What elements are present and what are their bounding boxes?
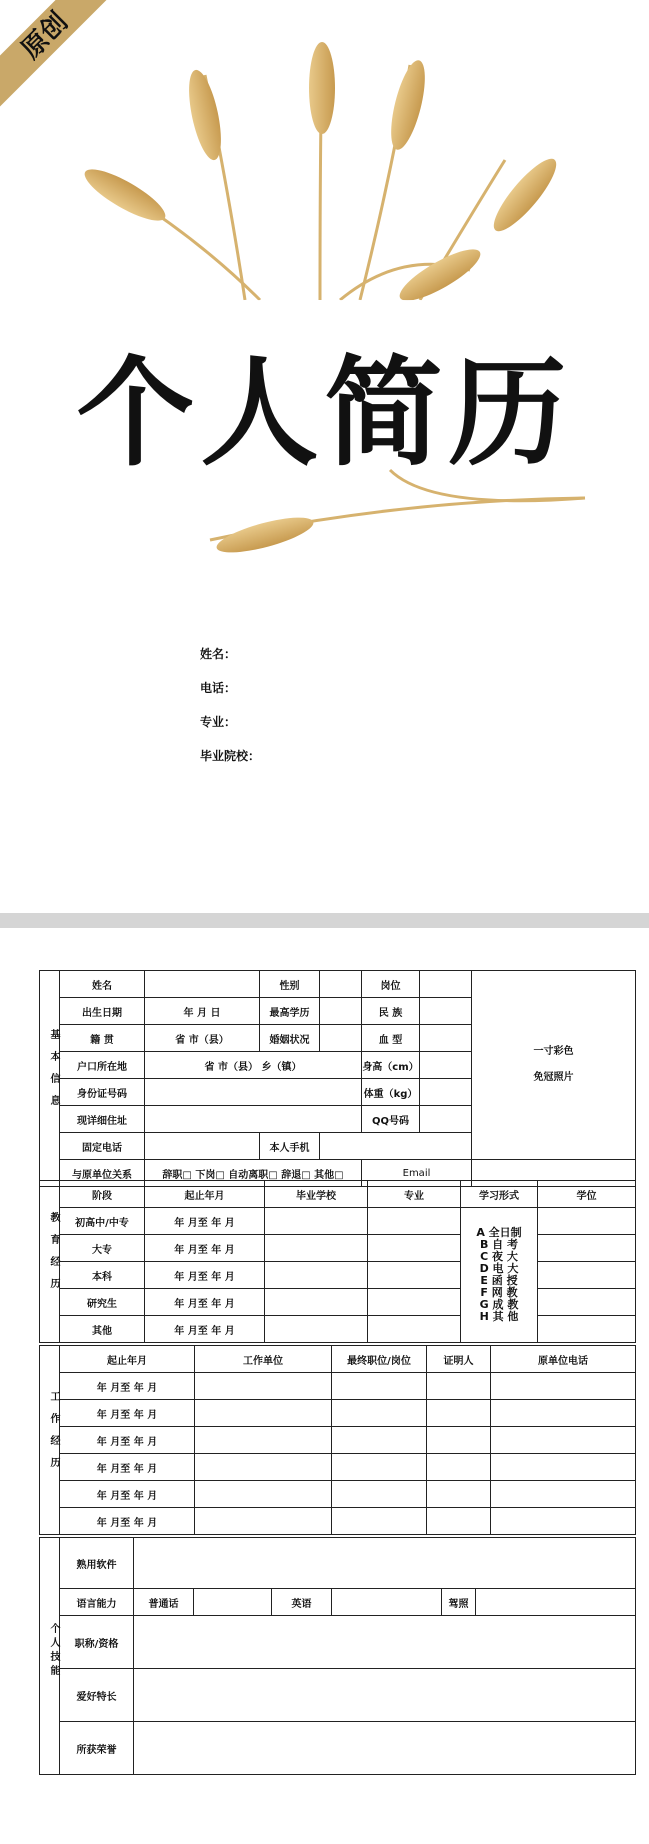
mobile-cell[interactable] — [320, 1133, 472, 1160]
work-row — [40, 1400, 636, 1427]
edu-school-cell[interactable] — [265, 1262, 368, 1289]
edu-header-major: 专业 — [368, 1181, 461, 1208]
post-cell[interactable] — [420, 971, 472, 998]
edu-stage-bachelor: 本科 — [60, 1262, 145, 1289]
work-period[interactable]: 年 月至 年 月 — [60, 1427, 195, 1454]
edu-header-school: 毕业学校 — [265, 1181, 368, 1208]
work-header-company: 工作单位 — [195, 1346, 332, 1373]
marriage-cell[interactable] — [320, 1025, 362, 1052]
edu-stage-other: 其他 — [60, 1316, 145, 1343]
study-form-options: A 全日制 B 自 考 C 夜 大 D 电 大 E 函 授 F 网 教 G 成 教 H 其 他 — [461, 1208, 538, 1343]
edu-degree-cell[interactable] — [538, 1208, 636, 1235]
work-position-cell[interactable] — [332, 1427, 427, 1454]
work-reference-cell[interactable] — [427, 1400, 491, 1427]
mandarin-cell[interactable] — [194, 1589, 272, 1616]
work-company-cell[interactable] — [195, 1427, 332, 1454]
work-company-cell[interactable] — [195, 1454, 332, 1481]
basic-info-table — [39, 970, 636, 1187]
work-row — [40, 1373, 636, 1400]
relation-options[interactable]: 辞职□ 下岗□ 自动离职□ 辞退□ 其他□ — [145, 1160, 362, 1187]
work-company-cell[interactable] — [195, 1481, 332, 1508]
basic-section-label: 基本信息 — [40, 971, 60, 1187]
cover-name-field: 姓名： — [200, 647, 237, 661]
language-label: 语言能力 — [60, 1589, 134, 1616]
idcard-label: 身份证号码 — [60, 1079, 145, 1106]
work-position-cell[interactable] — [332, 1481, 427, 1508]
work-reference-cell[interactable] — [427, 1508, 491, 1535]
mandarin-label: 普通话 — [134, 1589, 194, 1616]
work-company-cell[interactable] — [195, 1400, 332, 1427]
work-period[interactable]: 年 月至 年 月 — [60, 1454, 195, 1481]
work-position-cell[interactable] — [332, 1454, 427, 1481]
name-cell[interactable] — [145, 971, 260, 998]
work-row — [40, 1454, 636, 1481]
skills-table — [39, 1537, 636, 1775]
skills-section-label: 个人技能 — [40, 1538, 60, 1775]
photo-box[interactable]: 一寸彩色 免冠照片 — [472, 971, 636, 1160]
page-divider — [0, 913, 649, 928]
qq-label: QQ号码 — [362, 1106, 420, 1133]
edu-degree-cell[interactable] — [538, 1316, 636, 1343]
marriage-label: 婚姻状况 — [260, 1025, 320, 1052]
birth-cell[interactable]: 年 月 日 — [145, 998, 260, 1025]
work-header-phone: 原单位电话 — [491, 1346, 636, 1373]
qq-cell[interactable] — [420, 1106, 472, 1133]
work-reference-cell[interactable] — [427, 1454, 491, 1481]
edu-period[interactable]: 年 月至 年 月 — [145, 1289, 265, 1316]
work-row — [40, 1508, 636, 1535]
work-header-period: 起止年月 — [60, 1346, 195, 1373]
edu-degree-cell[interactable] — [538, 1262, 636, 1289]
honor-cell[interactable] — [134, 1722, 636, 1775]
edu-high-cell[interactable] — [320, 998, 362, 1025]
cover-info — [200, 645, 260, 781]
edu-degree-cell[interactable] — [538, 1235, 636, 1262]
edu-stage-highschool: 初高中/中专 — [60, 1208, 145, 1235]
origin-cell[interactable]: 省 市（县） — [145, 1025, 260, 1052]
license-label: 驾照 — [442, 1589, 476, 1616]
software-label: 熟用软件 — [60, 1538, 134, 1589]
title-cert-label: 职称/资格 — [60, 1616, 134, 1669]
gender-label: 性别 — [260, 971, 320, 998]
work-phone-cell[interactable] — [491, 1427, 636, 1454]
height-cell[interactable] — [420, 1052, 472, 1079]
edu-period[interactable]: 年 月至 年 月 — [145, 1262, 265, 1289]
edu-major-cell[interactable] — [368, 1262, 461, 1289]
mobile-label: 本人手机 — [260, 1133, 320, 1160]
edu-period[interactable]: 年 月至 年 月 — [145, 1316, 265, 1343]
edu-school-cell[interactable] — [265, 1289, 368, 1316]
weight-label: 体重（kg） — [362, 1079, 420, 1106]
work-position-cell[interactable] — [332, 1400, 427, 1427]
phone-label: 固定电话 — [60, 1133, 145, 1160]
education-section-label: 教育经历 — [40, 1181, 60, 1343]
education-table — [39, 1180, 636, 1343]
license-cell[interactable] — [476, 1589, 636, 1616]
edu-school-cell[interactable] — [265, 1208, 368, 1235]
address-cell[interactable] — [145, 1106, 362, 1133]
work-header-position: 最终职位/岗位 — [332, 1346, 427, 1373]
relation-label: 与原单位关系 — [60, 1160, 145, 1187]
nation-cell[interactable] — [420, 998, 472, 1025]
work-phone-cell[interactable] — [491, 1481, 636, 1508]
edu-school-cell[interactable] — [265, 1316, 368, 1343]
hukou-label: 户口所在地 — [60, 1052, 145, 1079]
work-row — [40, 1481, 636, 1508]
work-company-cell[interactable] — [195, 1373, 332, 1400]
work-period[interactable]: 年 月至 年 月 — [60, 1373, 195, 1400]
edu-period[interactable]: 年 月至 年 月 — [145, 1208, 265, 1235]
gender-cell[interactable] — [320, 971, 362, 998]
phone-cell[interactable] — [145, 1133, 260, 1160]
work-phone-cell[interactable] — [491, 1454, 636, 1481]
edu-header-degree: 学位 — [538, 1181, 636, 1208]
work-header-reference: 证明人 — [427, 1346, 491, 1373]
cover-school-field: 毕业院校： — [200, 749, 261, 763]
work-reference-cell[interactable] — [427, 1481, 491, 1508]
title-cert-cell[interactable] — [134, 1616, 636, 1669]
cover-phone-field: 电话： — [200, 681, 237, 695]
origin-label: 籍 贯 — [60, 1025, 145, 1052]
cover-page — [0, 0, 649, 913]
edu-period[interactable]: 年 月至 年 月 — [145, 1235, 265, 1262]
hukou-cell[interactable]: 省 市（县） 乡（镇） — [145, 1052, 362, 1079]
post-label: 岗位 — [362, 971, 420, 998]
english-cell[interactable] — [332, 1589, 442, 1616]
edu-high-label: 最高学历 — [260, 998, 320, 1025]
work-period[interactable]: 年 月至 年 月 — [60, 1508, 195, 1535]
blood-cell[interactable] — [420, 1025, 472, 1052]
name-label: 姓名 — [60, 971, 145, 998]
work-phone-cell[interactable] — [491, 1373, 636, 1400]
edu-header-period: 起止年月 — [145, 1181, 265, 1208]
edu-school-cell[interactable] — [265, 1235, 368, 1262]
edu-stage-graduate: 研究生 — [60, 1289, 145, 1316]
work-reference-cell[interactable] — [427, 1427, 491, 1454]
edu-major-cell[interactable] — [368, 1235, 461, 1262]
cover-major-field: 专业： — [200, 715, 237, 729]
work-phone-cell[interactable] — [491, 1508, 636, 1535]
work-reference-cell[interactable] — [427, 1373, 491, 1400]
weight-cell[interactable] — [420, 1079, 472, 1106]
resume-title: 个人简历 — [76, 344, 573, 482]
work-position-cell[interactable] — [332, 1508, 427, 1535]
edu-header-form: 学习形式 — [461, 1181, 538, 1208]
blood-label: 血 型 — [362, 1025, 420, 1052]
work-period[interactable]: 年 月至 年 月 — [60, 1400, 195, 1427]
idcard-cell[interactable] — [145, 1079, 362, 1106]
edu-major-cell[interactable] — [368, 1316, 461, 1343]
hobby-cell[interactable] — [134, 1669, 636, 1722]
honor-label: 所获荣誉 — [60, 1722, 134, 1775]
edu-major-cell[interactable] — [368, 1208, 461, 1235]
english-label: 英语 — [272, 1589, 332, 1616]
edu-degree-cell[interactable] — [538, 1289, 636, 1316]
work-position-cell[interactable] — [332, 1373, 427, 1400]
edu-header-stage: 阶段 — [60, 1181, 145, 1208]
hobby-label: 爱好特长 — [60, 1669, 134, 1722]
work-phone-cell[interactable] — [491, 1400, 636, 1427]
original-ribbon: 原创 — [0, 0, 118, 109]
work-company-cell[interactable] — [195, 1508, 332, 1535]
wheat-illustration — [0, 0, 649, 580]
height-label: 身高（cm） — [362, 1052, 420, 1079]
email-label: Email — [362, 1160, 472, 1187]
work-period[interactable]: 年 月至 年 月 — [60, 1481, 195, 1508]
edu-major-cell[interactable] — [368, 1289, 461, 1316]
work-table — [39, 1345, 636, 1535]
work-row — [40, 1427, 636, 1454]
address-label: 现详细住址 — [60, 1106, 145, 1133]
work-section-label: 工作经历 — [40, 1346, 60, 1535]
birth-label: 出生日期 — [60, 998, 145, 1025]
software-cell[interactable] — [134, 1538, 636, 1589]
edu-stage-college: 大专 — [60, 1235, 145, 1262]
nation-label: 民 族 — [362, 998, 420, 1025]
